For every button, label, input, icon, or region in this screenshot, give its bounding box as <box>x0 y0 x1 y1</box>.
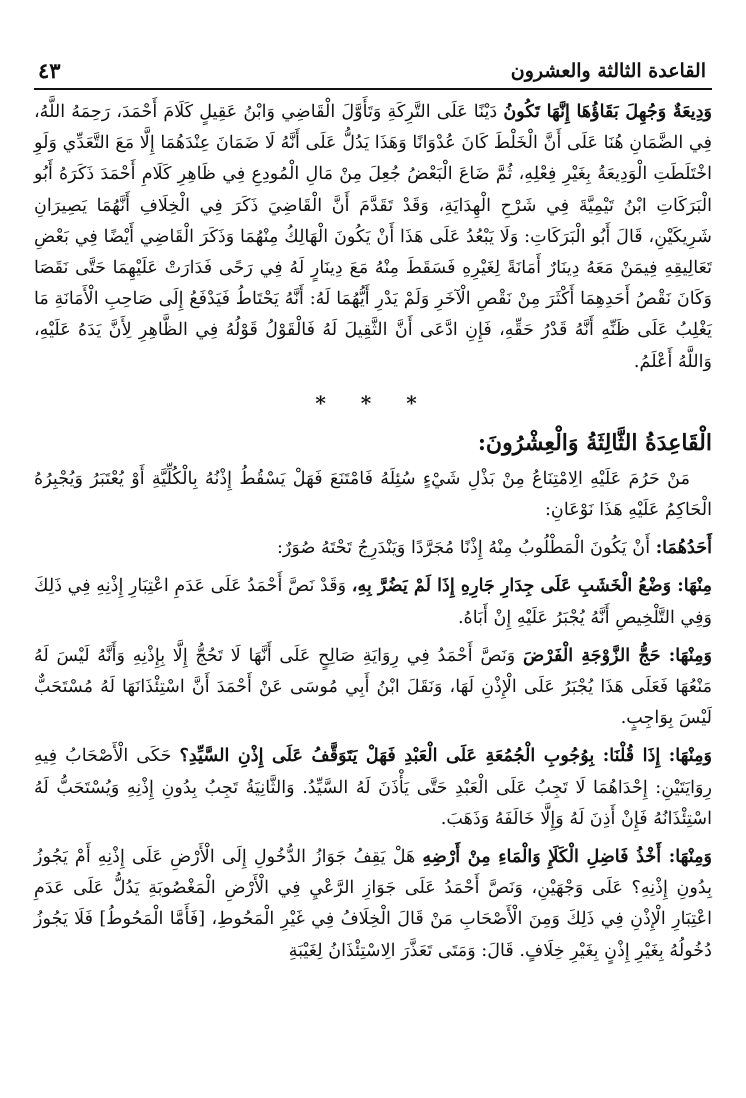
paragraph-text: دَيْنًا عَلَى التَّرِكَةِ وَتَأَوَّلَ الْقَاضِي وَابْنُ عَقِيلٍ كَلَامَ أَحْمَدَ، رَحِمَهُ اللَّهُ، فِي الضَّمَانِ هُنَا عَلَى أَنَّ الْخَلْطَ كَانَ عُدْوَانًا وَهَذَا يَدُلُّ عَلَى أَنَّهُ لَا ضَمَانَ عِنْدَهُمَا إِلَّا مَعَ التَّعَدِّي وَلَوِ اخْتَلَطَتِ الْوَدِيعَةُ بِغَيْرِ فِعْلِهِ، ثُمَّ ضَاعَ الْبَعْضُ جُعِلَ مِنْ مَالِ الْمُودِعِ فِي ظَاهِرِ كَلَامِ أَحْمَدَ ذَكَرَهُ أَبُو الْبَرَكَاتِ ابْنُ تَيْمِيَّةَ فِي شَرْحِ الْهِدَايَةِ، وَقَدْ تَقَدَّمَ أَنَّ الْقَاضِيَ ذَكَرَ فِي الْخِلَافِ أَنَّهُمَا يَصِيرَانِ شَرِيكَيْنِ، قَالَ أَبُو الْبَرَكَاتِ: وَلَا يَبْعُدُ عَلَى هَذَا أَنْ يَكُونَ الْهَالِكُ مِنْهُمَا وَذَكَرَ الْقَاضِي أَيْضًا فِي بَعْضِ تَعَالِيقِهِ فِيمَنْ مَعَهُ دِينَارٌ أَمَانَةً لِغَيْرِهِ فَسَقَطَ مِنْهُ مَعَ دِينَارٍ لَهُ فِي رَحًى فَدَارَتْ عَلَيْهِمَا حَتَّى نَقَصَا وَكَانَ نَقْصُ أَحَدِهِمَا أَكْثَرَ مِنْ نَقْصِ الْآخَرِ وَلَمْ يَدْرِ أَيُّهُمَا لَهُ: أَنَّهُ يَحْتَاطُ فَيَدْفَعُ إِلَى صَاحِبِ الْأَمَانَةِ مَا يَغْلِبُ عَلَى ظَنِّهِ أَنَّهُ قَدْرُ حَقِّهِ، فَإِنِ ادَّعَى أَنَّ الثَّقِيلَ لَهُ فَالْقَوْلُ قَوْلُهُ فِي الظَّاهِرِ لِأَنَّ يَدَهُ عَلَيْهِ، وَاللَّهُ أَعْلَمُ. <box>34 102 712 372</box>
rule-statement: مَنْ حَرُمَ عَلَيْهِ الِامْتِنَاعُ مِنْ بَذْلِ شَيْءٍ سُئِلَهُ فَامْتَنَعَ فَهَلْ يَسْقُطُ إِذْنُهُ بِالْكُلِّيَّةِ أَوْ يُعْتَبَرُ وَيُجْبِرُهُ الْحَاكِمُ عَلَيْهِ هَذَا نَوْعَانِ: <box>34 468 712 521</box>
example-paragraph <box>34 570 712 633</box>
example-paragraph <box>34 841 712 967</box>
paragraph-continuation <box>34 96 712 378</box>
example-lead: وَمِنْهَا: أَخْذُ فَاضِلِ الْكَلَإِ وَالْمَاءِ مِنْ أَرْضِهِ <box>422 846 712 868</box>
example-text: وَقَدْ نَصَّ أَحْمَدُ عَلَى عَدَمِ اعْتِبَارِ إِذْنِهِ فِي ذَلِكَ وَفِي التَّلْخِيصِ أَنَّهُ يُجْبَرُ عَلَيْهِ إِنْ أَبَاهُ. <box>34 576 712 628</box>
example-lead: مِنْهَا: وَضْعُ الْخَشَبِ عَلَى جِدَارِ جَارِهِ إِذَا لَمْ يَضُرَّ بِهِ، <box>351 575 713 597</box>
example-text: حَكَى الْأَصْحَابُ فِيهِ رِوَايَتَيْنِ: إِحْدَاهُمَا لَا تَجِبُ عَلَى الْعَبْدِ حَتَّى يَأْذَنَ لَهُ السَّيِّدُ. وَالثَّانِيَةُ تَجِبُ بِدُونِ إِذْنِهِ وَيُسْتَحَبُّ لَهُ اسْتِئْذَانُهُ فَإِنْ أَذِنَ لَهُ وَإِلَّا خَالَفَهُ وَذَهَبَ. <box>34 746 712 829</box>
section-separator: * * * <box>315 390 431 415</box>
first-type-paragraph <box>34 532 712 564</box>
example-lead: وَمِنْهَا: إِذَا قُلْنَا: بِوُجُوبِ الْجُمُعَةِ عَلَى الْعَبْدِ فَهَلْ يَتَوَقَّفُ عَلَى إِذْنِ السَّيِّدِ؟ <box>179 745 712 767</box>
example-paragraph <box>34 640 712 735</box>
running-header <box>34 58 712 90</box>
section-title: الْقَاعِدَةُ الثَّالِثَةُ وَالْعِشْرُونَ: <box>477 429 712 456</box>
example-lead: وَمِنْهَا: حَجُّ الزَّوْجَةِ الْفَرْضَ <box>523 644 712 666</box>
example-text: هَلْ يَقِفُ جَوَازُ الدُّخُولِ إِلَى الْأَرْضِ عَلَى إِذْنِهِ أَمْ يَجُوزُ بِدُونِ إِذْنِهِ؟ عَلَى وَجْهَيْنِ، وَنَصَّ أَحْمَدُ عَلَى جَوَازِ الرَّعْيِ فِي الْأَرْضِ الْمَغْصُوبَةِ يَدُلُّ عَلَى عَدَمِ اعْتِبَارِ الْإِذْنِ فِي ذَلِكَ وَمِنَ الْأَصْحَابِ مَنْ قَالَ الْخِلَافُ فِي غَيْرِ الْمَحُوطِ، [فَأَمَّا الْمَحُوطُ] فَلَا يَجُوزُ دُخُولُهُ بِغَيْرِ إِذْنٍ بِغَيْرِ خِلَافٍ. قَالَ: وَمَتَى تَعَذَّرَ الِاسْتِئْذَانُ لِغَيْبَةِ <box>34 847 712 961</box>
chapter-title: القاعدة الثالثة والعشرون <box>510 60 706 82</box>
first-type-lead: أَحَدُهُمَا: <box>655 537 712 559</box>
page-body <box>34 96 712 967</box>
example-paragraph <box>34 740 712 835</box>
first-type-text: أَنْ يَكُونَ الْمَطْلُوبُ مِنْهُ إِذْنًا مُجَرَّدًا وَيَنْدَرِجُ تَحْتَهُ صُوَرٌ: <box>276 538 651 559</box>
paragraph-lead: وَدِيعَةٌ وَجُهِلَ بَقَاؤُهَا إِنَّهَا تَكُونُ <box>503 101 713 122</box>
page-number: ٤٣ <box>38 58 61 83</box>
example-text: وَنَصَّ أَحْمَدُ فِي رِوَايَةِ صَالِحٍ عَلَى أَنَّهَا لَا تَحُجُّ إِلَّا بِإِذْنِهِ وَأَنَّهُ لَيْسَ لَهُ مَنْعُهَا فَعَلَى هَذَا يُجْبَرُ عَلَى الْإِذْنِ لَهَا، وَنَقَلَ ابْنُ أَبِي مُوسَى عَنْ أَحْمَدَ أَنَّ اسْتِئْذَانَهَا لَهُ مُسْتَحَبٌّ لَيْسَ بِوَاجِبٍ. <box>34 645 712 729</box>
